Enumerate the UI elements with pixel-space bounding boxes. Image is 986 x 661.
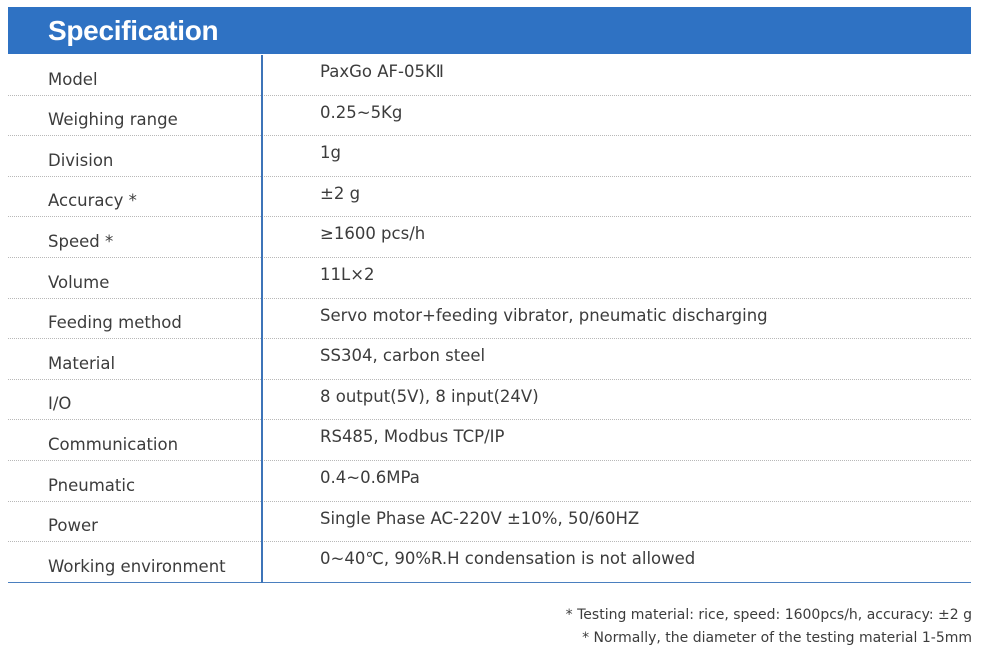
spec-label: Accuracy * <box>48 191 137 211</box>
spec-row-working-environment <box>8 542 971 583</box>
spec-value: 1g <box>320 143 341 163</box>
spec-value: SS304, carbon steel <box>320 346 486 366</box>
spec-row-accuracy <box>8 177 971 218</box>
spec-row-division <box>8 136 971 177</box>
spec-value: ±2 g <box>320 183 361 203</box>
spec-label: Weighing range <box>48 110 178 130</box>
spec-label: Model <box>48 69 98 89</box>
spec-label: Division <box>48 150 114 170</box>
spec-row-power <box>8 502 971 543</box>
spec-row-feeding-method <box>8 299 971 340</box>
footnote-diameter: * Normally, the diameter of the testing material 1-5mm <box>582 630 972 646</box>
spec-label: Speed * <box>48 231 114 251</box>
spec-value: 0.25~5Kg <box>320 102 403 122</box>
footnote-testing-material: * Testing material: rice, speed: 1600pcs/h, accuracy: ±2 g <box>565 607 972 623</box>
spec-row-volume <box>8 258 971 299</box>
spec-value: RS485, Modbus TCP/IP <box>320 427 505 447</box>
spec-value: 0.4~0.6MPa <box>320 467 420 487</box>
spec-label: Material <box>48 353 116 373</box>
spec-value: Single Phase AC-220V ±10%, 50/60HZ <box>320 508 640 528</box>
spec-row-communication <box>8 420 971 461</box>
spec-value: 8 output(5V), 8 input(24V) <box>320 386 539 406</box>
spec-row-io <box>8 380 971 421</box>
column-divider <box>261 55 263 583</box>
spec-header <box>8 7 971 54</box>
spec-label: Feeding method <box>48 313 182 333</box>
spec-label: Pneumatic <box>48 475 136 495</box>
spec-value: Servo motor+feeding vibrator, pneumatic discharging <box>320 305 768 325</box>
spec-label: Working environment <box>48 556 226 576</box>
spec-label: Communication <box>48 434 179 454</box>
page-title: Specification <box>48 14 219 46</box>
spec-row-pneumatic <box>8 461 971 502</box>
footnotes <box>566 604 972 650</box>
spec-value: 0~40℃, 90%R.H condensation is not allowed <box>320 549 696 569</box>
spec-label: Power <box>48 516 98 536</box>
spec-value: 11L×2 <box>320 264 375 284</box>
spec-row-speed <box>8 217 971 258</box>
spec-table <box>8 55 971 583</box>
spec-row-material <box>8 339 971 380</box>
spec-label: Volume <box>48 272 110 292</box>
spec-row-weighing-range <box>8 96 971 137</box>
spec-value: ≥1600 pcs/h <box>320 224 426 244</box>
spec-row-model <box>8 55 971 96</box>
spec-label: I/O <box>48 394 72 414</box>
spec-value: PaxGo AF-05KⅡ <box>320 62 444 81</box>
